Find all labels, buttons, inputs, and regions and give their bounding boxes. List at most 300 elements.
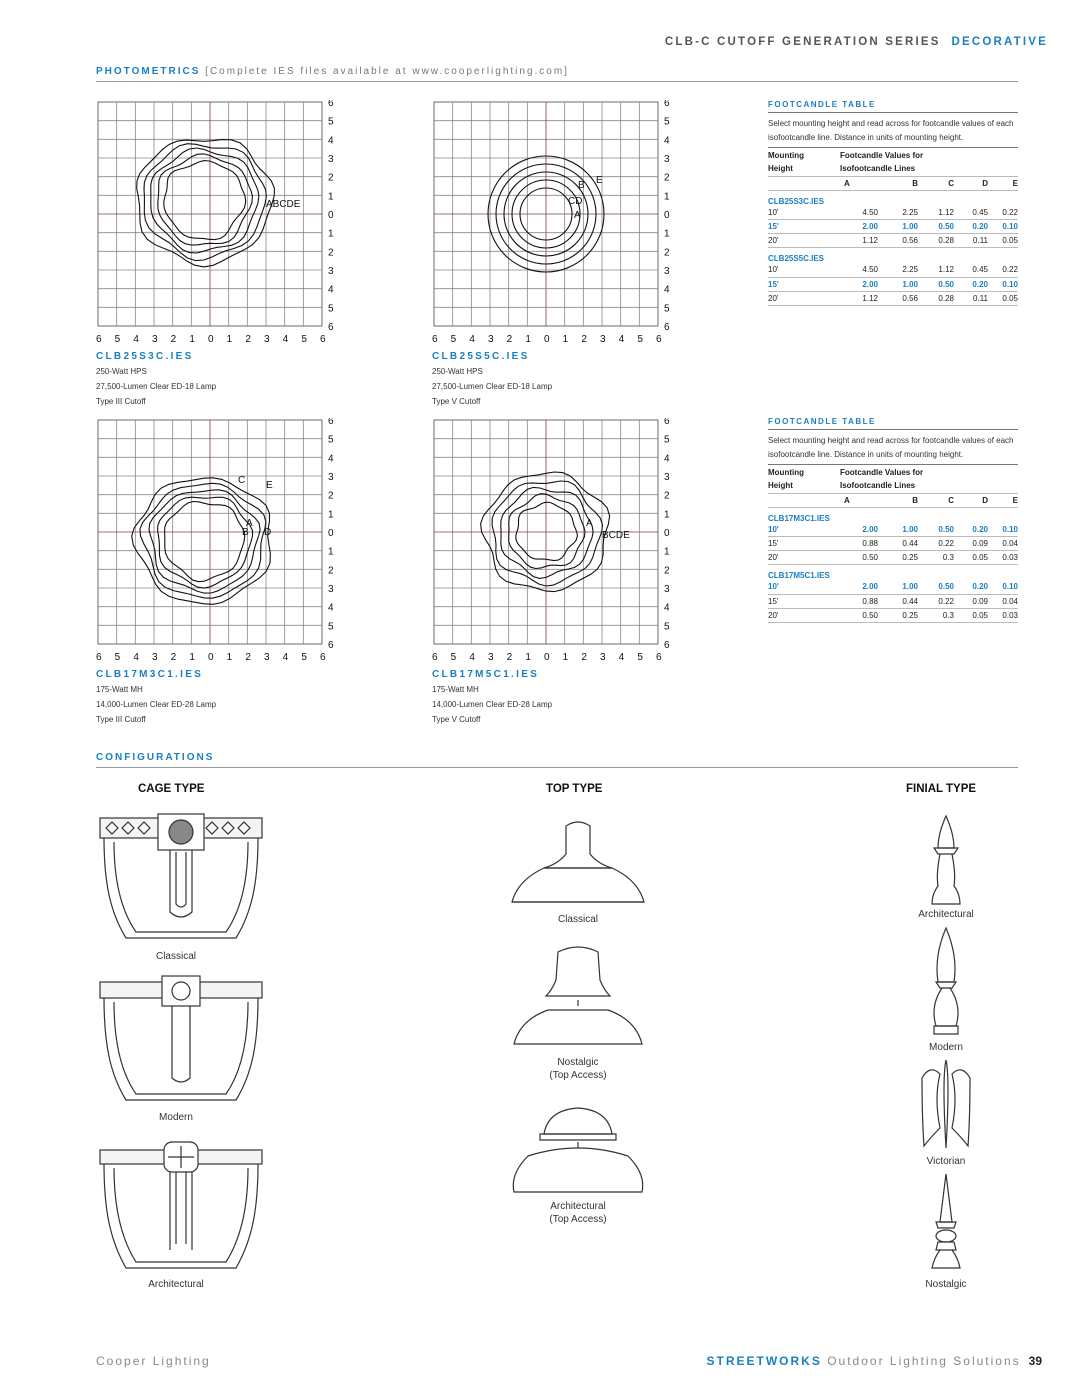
y-tick-label: 3: [328, 472, 334, 483]
x-tick-label: 1: [226, 652, 233, 663]
table-cell: 0.50: [918, 580, 954, 594]
x-tick-label: 1: [189, 334, 195, 345]
table-cell: 0.56: [884, 291, 918, 305]
cage-label: Modern: [159, 1112, 193, 1123]
top-label: Classical: [557, 914, 598, 925]
isofootcandle-line: [501, 487, 593, 578]
finial-label: Modern: [929, 1042, 963, 1053]
table-cell: 4.50: [840, 206, 884, 220]
y-tick-label: 5: [664, 434, 670, 446]
plot-specs: [96, 364, 216, 409]
table-cell: 2.00: [840, 523, 884, 537]
spec-line: Type III Cutoff: [96, 715, 146, 724]
x-tick-label: 1: [562, 652, 569, 663]
isofootcandle-plot: [96, 100, 340, 351]
table-cell: 10': [768, 263, 840, 277]
x-tick-label: 6: [432, 334, 438, 345]
isofootcandle-line: [509, 494, 585, 569]
x-tick-label: 3: [264, 652, 270, 663]
y-tick-label: 3: [664, 472, 670, 483]
table-cell: 20': [768, 234, 840, 248]
column-header: C: [918, 176, 954, 190]
y-tick-label: 5: [328, 434, 334, 446]
table-cell: 1.00: [884, 523, 918, 537]
header-cell: Mounting: [768, 467, 804, 477]
table-cell: 0.10: [988, 523, 1018, 537]
top-label-line: (Top Access): [549, 1070, 607, 1081]
x-tick-label: 6: [656, 652, 662, 663]
x-tick-label: 3: [264, 334, 270, 345]
plot-label: CLB17M3C1.IES: [96, 669, 204, 680]
cage-label: Architectural: [148, 1279, 204, 1290]
table-cell: 1.00: [884, 277, 918, 291]
plot-specs: [432, 682, 552, 727]
y-tick-label: 6: [328, 640, 334, 651]
spec-line: Type V Cutoff: [432, 715, 481, 724]
finial-type-title: FINIAL TYPE: [906, 783, 977, 795]
x-tick-label: 4: [133, 652, 139, 663]
x-tick-label: 4: [469, 652, 475, 663]
y-tick-label: 5: [664, 116, 670, 128]
y-tick-label: 5: [328, 303, 334, 315]
table-cell: 0.50: [918, 220, 954, 234]
table-cell: 0.44: [884, 537, 918, 551]
x-tick-label: 2: [170, 334, 177, 345]
photometrics-note: [Complete IES files available at www.cooperlighting.com]: [205, 66, 569, 77]
configurations-title: CONFIGURATIONS: [96, 752, 215, 763]
divider: [96, 767, 1018, 768]
table-cell: 0.04: [988, 537, 1018, 551]
table-cell: 10': [768, 206, 840, 220]
contour-label: C: [238, 475, 246, 486]
x-tick-label: 0: [544, 334, 550, 345]
x-tick-label: 5: [114, 334, 121, 345]
x-tick-label: 5: [637, 334, 643, 345]
photometrics-title: PHOTOMETRICS: [96, 66, 201, 77]
table-cell: 1.12: [840, 234, 884, 248]
isofootcandle-line: [158, 497, 253, 588]
table-cell: 2.25: [884, 206, 918, 220]
finial-victorian-drawing: [920, 1058, 972, 1150]
table-cell: 0.45: [954, 263, 988, 277]
footcandle-description: Select mounting height and read across for footcandle values of each isofootcandle line. Distance in units of mounting height.: [768, 436, 1014, 459]
ies-file-name: CLB17M3C1.IES: [768, 513, 830, 523]
top-classical-drawing: [508, 818, 648, 908]
table-cell: 20': [768, 551, 840, 565]
x-tick-label: 5: [637, 652, 643, 663]
contour-label: A: [586, 518, 593, 529]
column-header: A: [840, 176, 884, 190]
plot-specs: [432, 364, 552, 409]
table-cell: 1.00: [884, 220, 918, 234]
spec-line: Type III Cutoff: [96, 397, 146, 406]
y-tick-label: 5: [328, 621, 334, 633]
y-tick-label: 2: [664, 565, 670, 577]
table-cell: 15': [768, 277, 840, 291]
y-tick-label: 6: [328, 322, 334, 333]
x-tick-label: 4: [282, 334, 289, 345]
y-tick-label: 4: [664, 453, 670, 465]
y-tick-label: 4: [664, 602, 670, 614]
y-tick-label: 1: [328, 228, 334, 240]
column-header: B: [884, 176, 918, 190]
table-row: [768, 551, 1018, 565]
x-tick-label: 0: [208, 334, 214, 345]
table-cell: 10': [768, 523, 840, 537]
finial-nostalgic-drawing: [924, 1172, 968, 1272]
y-tick-label: 5: [328, 116, 334, 128]
cage-modern-drawing: [96, 974, 266, 1104]
header-cell: Height: [768, 162, 840, 176]
spec-line: 27,500-Lumen Clear ED-18 Lamp: [432, 382, 553, 391]
header-cell: Isofootcandle Lines: [840, 162, 1018, 176]
x-tick-label: 1: [562, 334, 569, 345]
x-tick-label: 1: [226, 334, 233, 345]
table-row: [768, 220, 1018, 234]
table-row: [768, 523, 1018, 537]
table-cell: 0.09: [954, 537, 988, 551]
table-cell: 0.20: [954, 523, 988, 537]
ies-file-name: CLB25S3C.IES: [768, 196, 825, 206]
x-tick-label: 2: [245, 652, 251, 663]
plot-label: CLB25S3C.IES: [96, 351, 194, 362]
y-tick-label: 1: [664, 546, 670, 558]
top-architectural-drawing: [508, 1104, 648, 1196]
table-cell: 0.44: [884, 594, 918, 608]
x-tick-label: 5: [301, 334, 307, 345]
x-tick-label: 3: [600, 652, 606, 663]
contour-label: E: [266, 480, 273, 491]
header-cell: Footcandle Values for: [840, 150, 924, 160]
ies-file-name: CLB25S5C.IES: [768, 254, 825, 263]
footer-tagline-text: Outdoor Lighting Solutions: [827, 1354, 1021, 1368]
y-tick-label: 3: [328, 584, 334, 595]
table-cell: 2.00: [840, 220, 884, 234]
x-tick-label: 1: [525, 652, 531, 663]
finial-modern-drawing: [924, 926, 968, 1036]
x-tick-label: 3: [152, 652, 158, 663]
table-cell: 0.88: [840, 537, 884, 551]
table-cell: 0.28: [918, 291, 954, 305]
y-tick-label: 4: [664, 284, 670, 296]
plot-grid: [96, 100, 340, 346]
spec-line: 175-Watt MH: [96, 685, 143, 694]
cage-architectural-drawing: [96, 1140, 266, 1272]
y-tick-label: 5: [664, 303, 670, 315]
x-tick-label: 3: [488, 334, 494, 345]
spec-line: 14,000-Lumen Clear ED-28 Lamp: [96, 700, 217, 709]
plot-label: CLB17M5C1.IES: [432, 669, 540, 680]
x-tick-label: 0: [208, 652, 214, 663]
y-tick-label: 3: [328, 154, 334, 165]
y-tick-label: 6: [664, 100, 670, 109]
top-label-line: Architectural: [550, 1201, 606, 1212]
table-cell: 0.05: [954, 608, 988, 622]
table-cell: 0.50: [840, 551, 884, 565]
x-tick-label: 2: [581, 652, 587, 663]
y-tick-label: 0: [328, 210, 334, 221]
column-header: A: [840, 493, 884, 507]
table-cell: 0.03: [988, 551, 1018, 565]
isofootcandle-line: [149, 490, 260, 593]
ies-file-name: CLB17M5C1.IES: [768, 571, 830, 580]
footcandle-table: [768, 100, 1018, 306]
isofootcandle-plot: [432, 100, 676, 351]
table-cell: 0.50: [918, 523, 954, 537]
page-number: 39: [1028, 1354, 1042, 1368]
table-cell: 0.45: [954, 206, 988, 220]
photometrics-heading: [96, 66, 569, 77]
finial-label: Nostalgic: [925, 1279, 967, 1290]
y-tick-label: 0: [664, 210, 670, 221]
x-tick-label: 5: [114, 652, 121, 663]
table-cell: 0.88: [840, 594, 884, 608]
divider: [768, 112, 1018, 113]
y-tick-label: 6: [328, 100, 334, 109]
x-tick-label: 3: [152, 334, 158, 345]
x-tick-label: 4: [133, 334, 139, 345]
contour-label: D: [264, 527, 272, 538]
footer-tagline: [707, 1354, 1042, 1368]
y-tick-label: 6: [664, 322, 670, 333]
contour-label: A: [246, 518, 253, 529]
y-tick-label: 1: [328, 191, 334, 203]
top-label-line: Nostalgic: [557, 1057, 599, 1068]
table-cell: 0.11: [954, 234, 988, 248]
x-tick-label: 5: [450, 334, 457, 345]
y-tick-label: 6: [664, 418, 670, 427]
table-cell: 0.20: [954, 580, 988, 594]
table-cell: 0.22: [918, 594, 954, 608]
table-cell: 0.10: [988, 220, 1018, 234]
table-cell: 0.10: [988, 277, 1018, 291]
y-tick-label: 2: [664, 247, 670, 259]
x-tick-label: 2: [506, 652, 513, 663]
spec-line: 14,000-Lumen Clear ED-28 Lamp: [432, 700, 553, 709]
footcandle-title: FOOTCANDLE TABLE: [768, 417, 876, 426]
y-tick-label: 3: [664, 154, 670, 165]
table-row: [768, 594, 1018, 608]
table-cell: 1.12: [918, 206, 954, 220]
table-cell: 0.22: [988, 206, 1018, 220]
table-row: [768, 580, 1018, 594]
y-tick-label: 6: [664, 640, 670, 651]
table-cell: 0.25: [884, 608, 918, 622]
footcandle-grid: [768, 148, 1018, 306]
x-tick-label: 2: [245, 334, 251, 345]
table-cell: 0.28: [918, 234, 954, 248]
table-cell: 0.22: [988, 263, 1018, 277]
x-tick-label: 2: [581, 334, 587, 345]
contour-label: BCDE: [602, 530, 630, 541]
y-tick-label: 2: [328, 172, 334, 184]
top-type-title: TOP TYPE: [546, 783, 603, 795]
table-cell: 20': [768, 291, 840, 305]
table-row: [768, 277, 1018, 291]
y-tick-label: 1: [664, 509, 670, 521]
table-cell: 0.03: [988, 608, 1018, 622]
y-tick-label: 0: [664, 528, 670, 539]
table-cell: 0.20: [954, 277, 988, 291]
footer-streetworks: STREETWORKS: [706, 1354, 822, 1368]
table-cell: 0.11: [954, 291, 988, 305]
top-nostalgic-drawing: [508, 940, 648, 1050]
spec-line: Type V Cutoff: [432, 397, 481, 406]
table-cell: 1.12: [918, 263, 954, 277]
plot-grid: [432, 100, 676, 346]
x-tick-label: 5: [450, 652, 457, 663]
table-cell: 0.50: [840, 608, 884, 622]
x-tick-label: 5: [301, 652, 307, 663]
plot-specs: [96, 682, 216, 727]
header-cell: Isofootcandle Lines: [840, 479, 1018, 493]
y-tick-label: 3: [664, 584, 670, 595]
table-row: [768, 263, 1018, 277]
table-cell: 4.50: [840, 263, 884, 277]
spec-line: 175-Watt MH: [432, 685, 479, 694]
top-label: [528, 1200, 628, 1226]
header-cell: Height: [768, 479, 840, 493]
table-cell: 0.05: [988, 234, 1018, 248]
y-tick-label: 4: [664, 135, 670, 147]
table-row: [768, 537, 1018, 551]
spec-line: 250-Watt HPS: [96, 367, 147, 376]
x-tick-label: 1: [189, 652, 195, 663]
x-tick-label: 4: [282, 652, 289, 663]
footcandle-table: [768, 417, 1018, 623]
x-tick-label: 4: [618, 652, 625, 663]
footcandle-description: Select mounting height and read across for footcandle values of each isofootcandle line. Distance in units of mounting height.: [768, 119, 1014, 142]
x-tick-label: 2: [170, 652, 177, 663]
contour-label: B: [242, 527, 249, 538]
table-cell: 0.04: [988, 594, 1018, 608]
table-cell: 15': [768, 594, 840, 608]
plot-grid: [432, 418, 676, 664]
cage-label: Classical: [155, 951, 196, 962]
table-cell: 0.50: [918, 277, 954, 291]
plot-grid: [96, 418, 340, 664]
x-tick-label: 6: [96, 334, 102, 345]
table-row: [768, 206, 1018, 220]
divider: [96, 81, 1018, 82]
table-cell: 0.05: [954, 551, 988, 565]
y-tick-label: 4: [328, 602, 334, 614]
cage-classical-drawing: [96, 812, 266, 942]
isofootcandle-line: [516, 502, 578, 560]
column-header: E: [988, 176, 1018, 190]
spec-line: 27,500-Lumen Clear ED-18 Lamp: [96, 382, 217, 391]
y-tick-label: 6: [328, 418, 334, 427]
header-cell: Mounting: [768, 150, 804, 160]
x-tick-label: 2: [506, 334, 513, 345]
finial-label: Victorian: [926, 1156, 966, 1167]
y-tick-label: 2: [664, 490, 670, 502]
y-tick-label: 1: [328, 546, 334, 558]
table-cell: 10': [768, 580, 840, 594]
cage-type-title: CAGE TYPE: [138, 783, 205, 795]
y-tick-label: 0: [328, 528, 334, 539]
isofootcandle-plot: [432, 418, 676, 669]
contour-label: E: [596, 175, 603, 186]
top-label: [528, 1056, 628, 1082]
column-header: D: [954, 493, 988, 507]
table-cell: 0.05: [988, 291, 1018, 305]
table-cell: 15': [768, 220, 840, 234]
column-header: B: [884, 493, 918, 507]
isofootcandle-line: [164, 161, 246, 240]
x-tick-label: 4: [469, 334, 475, 345]
table-cell: 1.00: [884, 580, 918, 594]
column-header: D: [954, 176, 988, 190]
table-cell: 0.22: [918, 537, 954, 551]
column-header: E: [988, 493, 1018, 507]
isofootcandle-line: [158, 154, 253, 245]
y-tick-label: 1: [664, 191, 670, 203]
table-cell: 2.00: [840, 580, 884, 594]
contour-label: B: [578, 180, 585, 191]
isofootcandle-plot: [96, 418, 340, 669]
x-tick-label: 1: [525, 334, 531, 345]
table-cell: 1.12: [840, 291, 884, 305]
header-cell: Footcandle Values for: [840, 467, 924, 477]
table-cell: 0.25: [884, 551, 918, 565]
top-label-line: (Top Access): [549, 1214, 607, 1225]
contour-label: A: [574, 210, 581, 221]
series-title: CLB-C CUTOFF GENERATION SERIES: [664, 36, 941, 48]
contour-label: CD: [568, 196, 583, 207]
column-header: C: [918, 493, 954, 507]
plot-label: CLB25S5C.IES: [432, 351, 530, 362]
table-cell: 0.3: [918, 608, 954, 622]
contour-label: ABCDE: [266, 199, 301, 210]
table-row: [768, 291, 1018, 305]
x-tick-label: 6: [320, 652, 326, 663]
divider: [768, 429, 1018, 430]
footcandle-title: FOOTCANDLE TABLE: [768, 100, 876, 109]
y-tick-label: 4: [328, 453, 334, 465]
x-tick-label: 0: [544, 652, 550, 663]
x-tick-label: 4: [618, 334, 625, 345]
table-cell: 0.56: [884, 234, 918, 248]
y-tick-label: 2: [664, 172, 670, 184]
y-tick-label: 2: [328, 247, 334, 259]
x-tick-label: 6: [96, 652, 102, 663]
finial-architectural-drawing: [924, 814, 968, 906]
series-header: [665, 36, 1048, 48]
y-tick-label: 1: [328, 509, 334, 521]
table-cell: 2.25: [884, 263, 918, 277]
y-tick-label: 3: [664, 266, 670, 277]
y-tick-label: 1: [664, 228, 670, 240]
series-category: DECORATIVE: [951, 36, 1048, 48]
x-tick-label: 6: [432, 652, 438, 663]
y-tick-label: 2: [328, 565, 334, 577]
table-row: [768, 608, 1018, 622]
y-tick-label: 4: [328, 284, 334, 296]
table-cell: 0.10: [988, 580, 1018, 594]
isofootcandle-line: [151, 148, 259, 253]
table-cell: 2.00: [840, 277, 884, 291]
finial-label: Architectural: [918, 909, 974, 920]
y-tick-label: 5: [664, 621, 670, 633]
y-tick-label: 3: [328, 266, 334, 277]
y-tick-label: 2: [328, 490, 334, 502]
x-tick-label: 3: [600, 334, 606, 345]
table-row: [768, 234, 1018, 248]
table-cell: 0.09: [954, 594, 988, 608]
x-tick-label: 3: [488, 652, 494, 663]
x-tick-label: 6: [320, 334, 326, 345]
